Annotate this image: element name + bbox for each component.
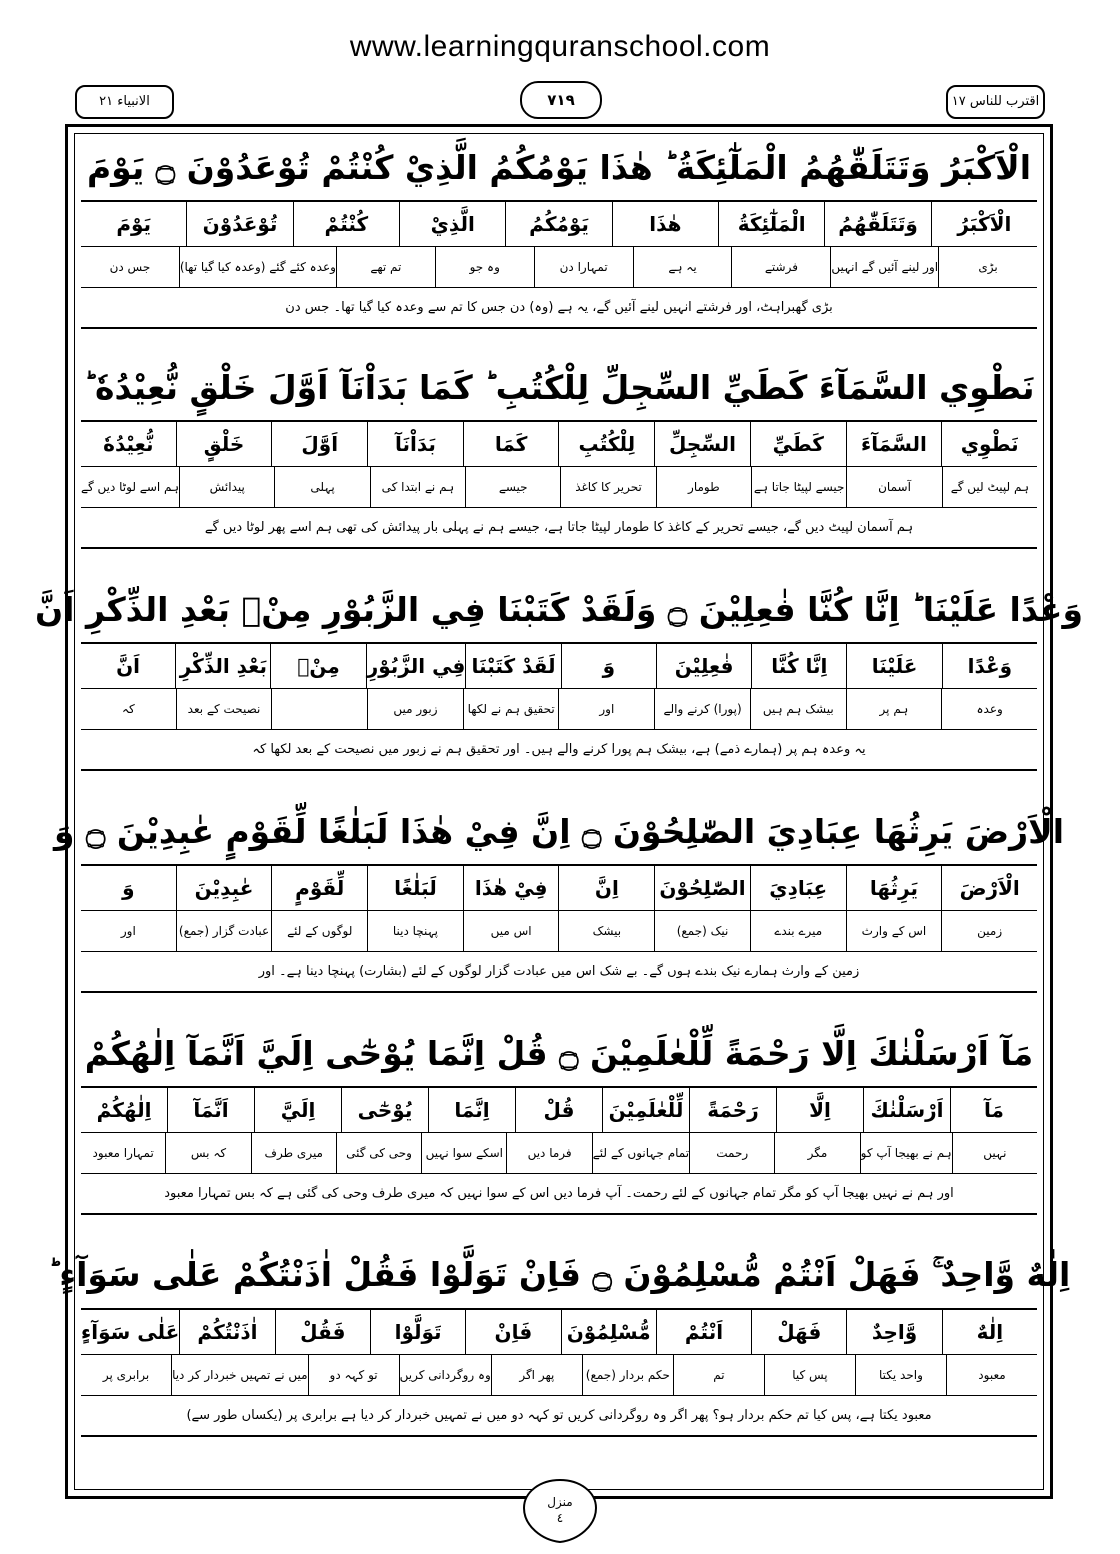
ayah-line: الْاَرْضَ يَرِثُهَا عِبَادِيَ الصّٰلِحُوْنَ ۝ اِنَّ فِيْ هٰذَا لَبَلٰغًا لِّقَوْمٍ عٰبِدِيْنَ ۝ وَ bbox=[53, 811, 1065, 851]
word-grid bbox=[81, 1086, 1037, 1174]
arabic-word-cell: لَبَلٰغًا bbox=[367, 866, 463, 910]
urdu-meaning-cell: اور لینے آئیں گے انہیں bbox=[830, 247, 938, 287]
arabic-word-cell: اِلَيَّ bbox=[254, 1088, 341, 1132]
arabic-word-cell: اَوَّلَ bbox=[271, 422, 367, 466]
urdu-meaning-cell: واحد یکتا bbox=[855, 1355, 946, 1395]
urdu-meaning-cell: جس دن bbox=[109, 260, 151, 274]
urdu-meaning-cell: فرشتے bbox=[731, 247, 830, 287]
arabic-word-cell: هٰذَا bbox=[612, 202, 718, 246]
urdu-meaning-cell: جیسے bbox=[465, 467, 560, 507]
arabic-word-cell: اَنَّمَآ bbox=[167, 1088, 254, 1132]
arabic-word-cell: لِّلْعٰلَمِيْنَ bbox=[602, 1088, 689, 1132]
urdu-meaning-cell: تم bbox=[673, 1355, 764, 1395]
arabic-word-cell: كُنْتُمْ bbox=[293, 202, 399, 246]
urdu-meaning-cell: زبور میں bbox=[367, 689, 463, 729]
urdu-meaning-cell: تمام جہانوں کے لئے bbox=[592, 1133, 689, 1173]
urdu-meaning-cell: تحقیق ہم نے لکھا bbox=[463, 689, 559, 729]
arabic-word-cell: السَّمَآءَ bbox=[846, 422, 942, 466]
meaning-row bbox=[81, 911, 1037, 951]
arabic-word-cell: لَقَدْ كَتَبْنَا bbox=[465, 644, 560, 688]
arabic-word-cell: وَتَتَلَقّٰهُمُ bbox=[824, 202, 930, 246]
urdu-translation: بڑی گھبراہٹ، اور فرشتے انہیں لینے آئیں گے، یہ ہے (وہ) دن جس کا تم سے وعدہ کیا گیا تھا۔ جس دن bbox=[81, 287, 1037, 329]
arabic-word-cell: مِنْۢ bbox=[270, 644, 365, 688]
urdu-translation: ہم آسمان لپیٹ دیں گے، جیسے تحریر کے کاغذ کا طومار لپیٹا جاتا ہے، جیسے ہم نے پہلی بار پیدائش کی تھی ہم اسے پھر لوٹا دیں گے bbox=[81, 507, 1037, 549]
verse-block bbox=[81, 354, 1037, 548]
urdu-meaning-cell: پہلی bbox=[274, 467, 369, 507]
urdu-meaning-cell: ہم پر bbox=[846, 689, 942, 729]
ayah-line: اِلٰهٌ وَّاحِدٌ ۚ فَهَلْ اَنْتُمْ مُّسْلِمُوْنَ ۝ فَاِنْ تَوَلَّوْا فَقُلْ اٰذَنْتُكُمْ عَلٰى سَوَآءٍ ؕ bbox=[47, 1255, 1071, 1294]
arabic-word-cell: بَدَاْنَآ bbox=[367, 422, 463, 466]
arabic-word-cell: الْاَرْضَ bbox=[941, 866, 1037, 910]
urdu-meaning-cell: فرما دیں bbox=[506, 1133, 591, 1173]
arabic-word-cell: اِلٰهُكُمْ bbox=[96, 1098, 152, 1122]
arabic-word-cell: يُوْحٰٓى bbox=[341, 1088, 428, 1132]
word-row bbox=[81, 1088, 1037, 1133]
arabic-word-cell: الصّٰلِحُوْنَ bbox=[654, 866, 750, 910]
word-row bbox=[81, 202, 1037, 247]
word-grid bbox=[81, 864, 1037, 952]
urdu-meaning-cell: پیدائش bbox=[179, 467, 274, 507]
urdu-meaning-cell: رحمت bbox=[689, 1133, 774, 1173]
manzil-badge bbox=[520, 1478, 600, 1544]
arabic-word-cell: تُوْعَدُوْنَ bbox=[186, 202, 292, 246]
verse-block bbox=[35, 576, 1083, 770]
urdu-meaning-cell: زمین bbox=[941, 911, 1037, 951]
arabic-word-cell: كَطَيِّ bbox=[750, 422, 846, 466]
word-grid bbox=[81, 200, 1037, 288]
urdu-meaning-cell: میرے بندے bbox=[750, 911, 846, 951]
urdu-meaning-cell: میری طرف bbox=[251, 1133, 336, 1173]
urdu-meaning-cell: ہم نے ابتدا کی bbox=[370, 467, 465, 507]
manzil-label: منزل bbox=[547, 1495, 573, 1509]
arabic-word-cell: وَ bbox=[561, 644, 656, 688]
arabic-word-cell: اَنَّ bbox=[116, 654, 141, 678]
urdu-meaning-cell: ہم اسے لوٹا دیں گے bbox=[80, 480, 180, 494]
urdu-meaning-cell: بیشک bbox=[558, 911, 654, 951]
urdu-meaning-cell: نصیحت کے بعد bbox=[176, 689, 272, 729]
para-label: اقترب للناس ١٧ bbox=[946, 85, 1045, 119]
urdu-meaning-cell: ہم نے بھیجا آپ کو bbox=[860, 1133, 952, 1173]
urdu-meaning-cell: اسکے سوا نہیں bbox=[421, 1133, 506, 1173]
urdu-meaning-cell: (پورا) کرنے والے bbox=[654, 689, 750, 729]
arabic-word-cell: رَحْمَةً bbox=[689, 1088, 776, 1132]
urdu-meaning-cell: پہنچا دینا bbox=[367, 911, 463, 951]
urdu-meaning-cell: وہ جو bbox=[435, 247, 534, 287]
arabic-word-cell: السِّجِلِّ bbox=[654, 422, 750, 466]
page-frame bbox=[35, 124, 1083, 1499]
arabic-word-cell: يَوْمُكُمُ bbox=[505, 202, 611, 246]
urdu-meaning-cell: تو کہہ دو bbox=[308, 1355, 399, 1395]
arabic-word-cell: عَلٰى سَوَآءٍ bbox=[81, 1320, 180, 1344]
urdu-meaning-cell: تمہارا دن bbox=[534, 247, 633, 287]
urdu-meaning-cell: یہ ہے bbox=[633, 247, 732, 287]
arabic-word-cell: عٰبِدِيْنَ bbox=[176, 866, 272, 910]
urdu-meaning-cell: آسمان bbox=[846, 467, 941, 507]
arabic-word-cell: قُلْ bbox=[515, 1088, 602, 1132]
urdu-meaning-cell: برابری پر bbox=[102, 1368, 150, 1382]
word-row bbox=[81, 644, 1037, 689]
urdu-translation: زمین کے وارث ہمارے نیک بندے ہوں گے۔ بے شک اس میں عبادت گزار لوگوں کے لئے (بشارت) پہنچا دینا ہے۔ اور bbox=[81, 951, 1037, 993]
arabic-word-cell: اَنْتُمْ bbox=[656, 1310, 751, 1354]
arabic-word-cell: فَقُلْ bbox=[275, 1310, 370, 1354]
urdu-meaning-cell: پس کیا bbox=[764, 1355, 855, 1395]
urdu-meaning-cell: نیک (جمع) bbox=[654, 911, 750, 951]
word-row bbox=[81, 422, 1037, 467]
meaning-row bbox=[81, 1355, 1037, 1395]
urdu-meaning-cell: وعدہ bbox=[941, 689, 1037, 729]
page-content bbox=[35, 133, 1083, 1490]
urdu-meaning-cell: میں نے تمہیں خبردار کر دیا bbox=[171, 1355, 308, 1395]
urdu-meaning-cell bbox=[271, 689, 367, 729]
meaning-row bbox=[81, 1133, 1037, 1173]
meaning-row bbox=[81, 247, 1037, 287]
urdu-meaning-cell: بڑی bbox=[938, 247, 1037, 287]
urdu-meaning-cell: اس میں bbox=[463, 911, 559, 951]
urdu-meaning-cell: نہیں bbox=[952, 1133, 1037, 1173]
arabic-word-cell: مُّسْلِمُوْنَ bbox=[561, 1310, 656, 1354]
urdu-meaning-cell: حکم بردار (جمع) bbox=[582, 1355, 673, 1395]
word-grid bbox=[81, 420, 1037, 508]
arabic-word-cell: اِنَّمَا bbox=[428, 1088, 515, 1132]
ayah-line: الْاَكْبَرُ وَتَتَلَقّٰهُمُ الْمَلٰٓئِكَةُ ؕ هٰذَا يَوْمُكُمُ الَّذِيْ كُنْتُمْ تُوْعَدُوْنَ ۝ يَوْمَ bbox=[86, 147, 1032, 187]
arabic-word-cell: يَرِثُهَا bbox=[846, 866, 942, 910]
urdu-meaning-cell: ہم لپیٹ لیں گے bbox=[942, 467, 1037, 507]
word-grid bbox=[81, 1308, 1037, 1396]
arabic-word-cell: اِلٰهٌ bbox=[942, 1310, 1037, 1354]
arabic-word-cell: مَآ bbox=[950, 1088, 1037, 1132]
arabic-word-cell: خَلْقٍ bbox=[176, 422, 272, 466]
manzil-text bbox=[520, 1494, 600, 1526]
arabic-word-cell: نَطْوِي bbox=[941, 422, 1037, 466]
arabic-word-cell: عِبَادِيَ bbox=[750, 866, 846, 910]
urdu-meaning-cell: لوگوں کے لئے bbox=[271, 911, 367, 951]
verse-block bbox=[53, 798, 1065, 992]
site-url: www.learningquranschool.com bbox=[349, 30, 771, 63]
urdu-meaning-cell: کہ bbox=[121, 702, 135, 716]
urdu-meaning-cell: بیشک ہم ہیں bbox=[750, 689, 846, 729]
verse-block bbox=[81, 134, 1037, 328]
ayah-line: وَعْدًا عَلَيْنَا ؕ اِنَّا كُنَّا فٰعِلِيْنَ ۝ وَلَقَدْ كَتَبْنَا فِي الزَّبُوْرِ مِنْۢ بَعْدِ الذِّكْرِ اَنَّ bbox=[35, 589, 1083, 629]
word-grid bbox=[81, 642, 1037, 730]
urdu-meaning-cell: اس کے وارث bbox=[846, 911, 942, 951]
urdu-meaning-cell: وعدہ کئے گئے (وعدہ کیا گیا تھا) bbox=[179, 247, 336, 287]
urdu-translation: اور ہم نے نہیں بھیجا آپ کو مگر تمام جہانوں کے لئے رحمت۔ آپ فرما دیں اس کے سوا نہیں کہ میری طرف وحی کی گئی ہے کہ بس تمہارا معبود bbox=[81, 1173, 1037, 1215]
urdu-meaning-cell: پھر اگر bbox=[491, 1355, 582, 1395]
verse-block bbox=[47, 1242, 1071, 1436]
arabic-word-cell: فٰعِلِيْنَ bbox=[656, 644, 751, 688]
urdu-meaning-cell: کہ بس bbox=[165, 1133, 250, 1173]
manzil-number: ٤ bbox=[556, 1511, 564, 1525]
arabic-word-cell: اِنَّ bbox=[558, 866, 654, 910]
arabic-word-cell: اِنَّا كُنَّا bbox=[751, 644, 846, 688]
urdu-meaning-cell: اور bbox=[120, 924, 136, 938]
arabic-word-cell: فِيْ هٰذَا bbox=[463, 866, 559, 910]
word-row bbox=[81, 866, 1037, 911]
arabic-word-cell: وَ bbox=[122, 876, 135, 900]
urdu-meaning-cell: جیسے لپیٹا جاتا ہے bbox=[751, 467, 846, 507]
word-row bbox=[81, 1310, 1037, 1355]
surah-label: الانبياء ٢١ bbox=[75, 85, 174, 119]
arabic-word-cell: فِي الزَّبُوْرِ bbox=[366, 644, 466, 688]
arabic-word-cell: الْمَلٰٓئِكَةُ bbox=[718, 202, 824, 246]
meaning-row bbox=[81, 467, 1037, 507]
arabic-word-cell: بَعْدِ الذِّكْرِ bbox=[175, 644, 270, 688]
page-number: ٧١٩ bbox=[520, 81, 602, 119]
urdu-meaning-cell: عبادت گزار (جمع) bbox=[176, 911, 272, 951]
ayah-line: مَآ اَرْسَلْنٰكَ اِلَّا رَحْمَةً لِّلْعٰلَمِيْنَ ۝ قُلْ اِنَّمَا يُوْحٰٓى اِلَيَّ اَنَّمَآ اِلٰهُكُمْ bbox=[84, 1033, 1034, 1073]
urdu-translation: یہ وعدہ ہم پر (ہمارے ذمے) ہے، بیشک ہم پورا کرنے والے ہیں۔ اور تحقیق ہم نے زبور میں نصیحت کے بعد لکھا کہ bbox=[81, 729, 1037, 771]
arabic-word-cell: وَّاحِدٌ bbox=[846, 1310, 941, 1354]
urdu-meaning-cell: تحریر کا کاغذ bbox=[560, 467, 655, 507]
urdu-meaning-cell: طومار bbox=[656, 467, 751, 507]
arabic-word-cell: الْاَكْبَرُ bbox=[931, 202, 1037, 246]
urdu-meaning-cell: معبود bbox=[946, 1355, 1037, 1395]
ayah-line: نَطْوِي السَّمَآءَ كَطَيِّ السِّجِلِّ لِلْكُتُبِ ؕ كَمَا بَدَاْنَآ اَوَّلَ خَلْقٍ نُّعِيْدُهٗ ؕ bbox=[83, 367, 1035, 407]
arabic-word-cell: وَعْدًا bbox=[942, 644, 1037, 688]
arabic-word-cell: تَوَلَّوْا bbox=[370, 1310, 465, 1354]
arabic-word-cell: اٰذَنْتُكُمْ bbox=[179, 1310, 274, 1354]
urdu-translation: معبود یکتا ہے، پس کیا تم حکم بردار ہو؟ پھر اگر وہ روگردانی کریں تو کہہ دو میں نے تمہیں خبردار کر دیا ہے برابری پر (یکساں طور سے) bbox=[81, 1395, 1037, 1437]
verse-block bbox=[81, 1020, 1037, 1214]
urdu-meaning-cell: تم تھے bbox=[336, 247, 435, 287]
urdu-meaning-cell: وحی کی گئی bbox=[336, 1133, 421, 1173]
arabic-word-cell: كَمَا bbox=[463, 422, 559, 466]
urdu-meaning-cell: مگر bbox=[774, 1133, 859, 1173]
page-header bbox=[65, 85, 1055, 119]
arabic-word-cell: لِلْكُتُبِ bbox=[558, 422, 654, 466]
arabic-word-cell: اَرْسَلْنٰكَ bbox=[863, 1088, 950, 1132]
arabic-word-cell: لِّقَوْمٍ bbox=[271, 866, 367, 910]
urdu-meaning-cell: تمہارا معبود bbox=[92, 1146, 154, 1160]
urdu-meaning-cell: وہ روگردانی کریں bbox=[399, 1355, 491, 1395]
arabic-word-cell: فَاِنْ bbox=[465, 1310, 560, 1354]
arabic-word-cell: فَهَلْ bbox=[751, 1310, 846, 1354]
urdu-meaning-cell: اور bbox=[558, 689, 654, 729]
meaning-row bbox=[81, 689, 1037, 729]
arabic-word-cell: نُّعِيْدُهٗ bbox=[103, 432, 154, 456]
arabic-word-cell: اِلَّا bbox=[776, 1088, 863, 1132]
arabic-word-cell: عَلَيْنَا bbox=[846, 644, 941, 688]
arabic-word-cell: يَوْمَ bbox=[116, 212, 152, 236]
arabic-word-cell: الَّذِيْ bbox=[399, 202, 505, 246]
